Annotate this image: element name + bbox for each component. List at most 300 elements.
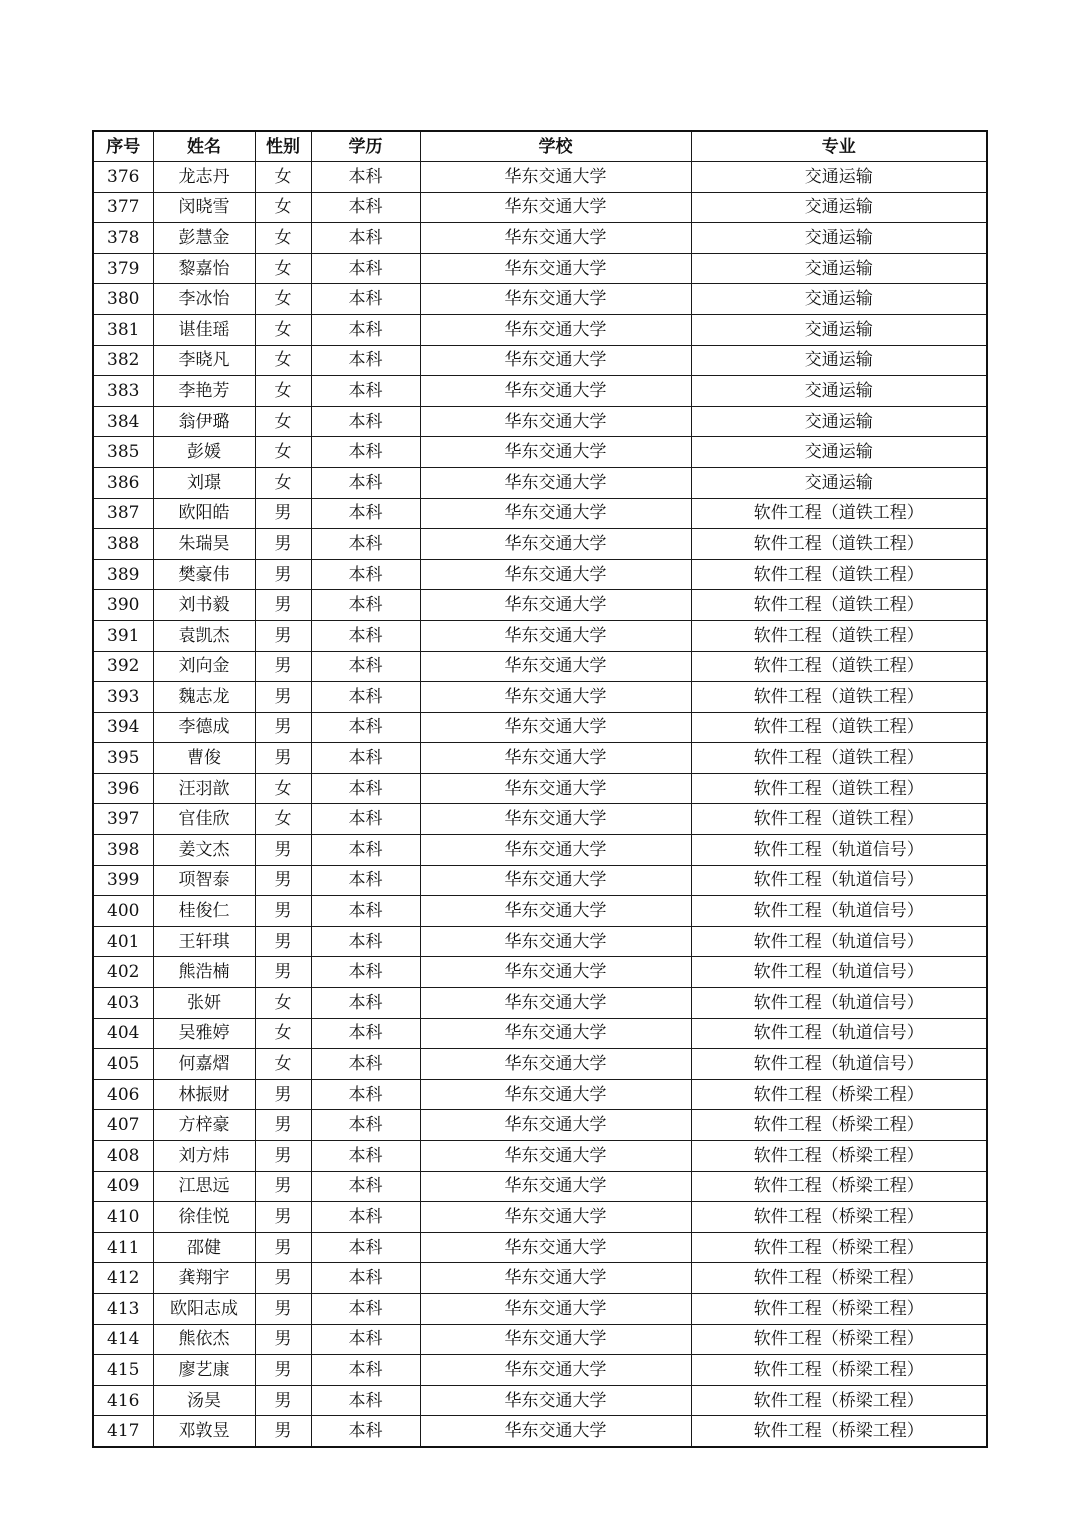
cell-number: 382: [93, 345, 153, 376]
cell-degree: 本科: [311, 773, 420, 804]
cell-name: 魏志龙: [153, 682, 255, 713]
cell-number: 377: [93, 192, 153, 223]
table-row: [93, 743, 987, 774]
cell-gender: 男: [255, 865, 311, 896]
table-header: [93, 131, 987, 162]
cell-school: 华东交通大学: [420, 1141, 691, 1172]
cell-major: 软件工程（桥梁工程）: [691, 1202, 987, 1233]
cell-gender: 男: [255, 957, 311, 988]
header-row: [93, 131, 987, 162]
cell-degree: 本科: [311, 1355, 420, 1386]
roster-table: [92, 130, 988, 1448]
cell-major: 软件工程（桥梁工程）: [691, 1079, 987, 1110]
cell-degree: 本科: [311, 1110, 420, 1141]
cell-degree: 本科: [311, 682, 420, 713]
table-row: [93, 314, 987, 345]
cell-major: 软件工程（轨道信号）: [691, 926, 987, 957]
cell-degree: 本科: [311, 406, 420, 437]
cell-school: 华东交通大学: [420, 1263, 691, 1294]
cell-number: 388: [93, 529, 153, 560]
cell-school: 华东交通大学: [420, 437, 691, 468]
cell-degree: 本科: [311, 743, 420, 774]
cell-school: 华东交通大学: [420, 559, 691, 590]
cell-number: 399: [93, 865, 153, 896]
cell-gender: 男: [255, 651, 311, 682]
cell-name: 廖艺康: [153, 1355, 255, 1386]
cell-gender: 男: [255, 1355, 311, 1386]
cell-school: 华东交通大学: [420, 1385, 691, 1416]
table-row: [93, 1263, 987, 1294]
cell-name: 李冰怡: [153, 284, 255, 315]
cell-major: 交通运输: [691, 192, 987, 223]
header-cell-gender: 性别: [255, 131, 311, 162]
cell-major: 软件工程（桥梁工程）: [691, 1324, 987, 1355]
table-row: [93, 590, 987, 621]
cell-name: 刘书毅: [153, 590, 255, 621]
table-row: [93, 773, 987, 804]
cell-degree: 本科: [311, 926, 420, 957]
cell-name: 汪羽歆: [153, 773, 255, 804]
table-row: [93, 1202, 987, 1233]
cell-number: 408: [93, 1141, 153, 1172]
cell-degree: 本科: [311, 957, 420, 988]
cell-number: 381: [93, 314, 153, 345]
cell-name: 黎嘉怡: [153, 253, 255, 284]
cell-gender: 男: [255, 529, 311, 560]
cell-major: 软件工程（桥梁工程）: [691, 1416, 987, 1447]
cell-school: 华东交通大学: [420, 1293, 691, 1324]
cell-name: 朱瑞昊: [153, 529, 255, 560]
cell-number: 407: [93, 1110, 153, 1141]
cell-name: 彭媛: [153, 437, 255, 468]
cell-degree: 本科: [311, 284, 420, 315]
cell-gender: 女: [255, 345, 311, 376]
cell-name: 龚翔宇: [153, 1263, 255, 1294]
cell-degree: 本科: [311, 1385, 420, 1416]
cell-major: 软件工程（道铁工程）: [691, 804, 987, 835]
cell-gender: 男: [255, 1293, 311, 1324]
cell-degree: 本科: [311, 1079, 420, 1110]
table-row: [93, 1079, 987, 1110]
cell-school: 华东交通大学: [420, 712, 691, 743]
cell-school: 华东交通大学: [420, 1018, 691, 1049]
cell-gender: 男: [255, 1202, 311, 1233]
header-cell-school: 学校: [420, 131, 691, 162]
cell-number: 391: [93, 620, 153, 651]
cell-gender: 女: [255, 773, 311, 804]
cell-major: 软件工程（道铁工程）: [691, 529, 987, 560]
cell-major: 交通运输: [691, 162, 987, 193]
cell-school: 华东交通大学: [420, 498, 691, 529]
cell-gender: 男: [255, 498, 311, 529]
table-row: [93, 651, 987, 682]
cell-number: 383: [93, 376, 153, 407]
cell-school: 华东交通大学: [420, 773, 691, 804]
cell-degree: 本科: [311, 712, 420, 743]
cell-major: 软件工程（桥梁工程）: [691, 1355, 987, 1386]
cell-gender: 女: [255, 284, 311, 315]
cell-school: 华东交通大学: [420, 162, 691, 193]
cell-school: 华东交通大学: [420, 1079, 691, 1110]
cell-degree: 本科: [311, 223, 420, 254]
cell-gender: 女: [255, 406, 311, 437]
cell-major: 软件工程（轨道信号）: [691, 896, 987, 927]
cell-number: 401: [93, 926, 153, 957]
cell-school: 华东交通大学: [420, 896, 691, 927]
cell-degree: 本科: [311, 376, 420, 407]
cell-degree: 本科: [311, 1232, 420, 1263]
cell-major: 软件工程（轨道信号）: [691, 835, 987, 866]
cell-degree: 本科: [311, 1202, 420, 1233]
cell-number: 395: [93, 743, 153, 774]
cell-gender: 女: [255, 467, 311, 498]
cell-degree: 本科: [311, 467, 420, 498]
cell-gender: 男: [255, 896, 311, 927]
table-row: [93, 376, 987, 407]
cell-degree: 本科: [311, 253, 420, 284]
table-row: [93, 1324, 987, 1355]
cell-name: 翁伊璐: [153, 406, 255, 437]
cell-major: 软件工程（轨道信号）: [691, 865, 987, 896]
cell-gender: 女: [255, 223, 311, 254]
cell-number: 393: [93, 682, 153, 713]
table-row: [93, 223, 987, 254]
cell-number: 400: [93, 896, 153, 927]
cell-number: 410: [93, 1202, 153, 1233]
header-cell-major: 专业: [691, 131, 987, 162]
cell-name: 彭慧金: [153, 223, 255, 254]
cell-number: 409: [93, 1171, 153, 1202]
cell-number: 378: [93, 223, 153, 254]
cell-number: 397: [93, 804, 153, 835]
cell-number: 390: [93, 590, 153, 621]
cell-degree: 本科: [311, 804, 420, 835]
cell-school: 华东交通大学: [420, 743, 691, 774]
cell-school: 华东交通大学: [420, 1202, 691, 1233]
cell-school: 华东交通大学: [420, 192, 691, 223]
cell-gender: 男: [255, 926, 311, 957]
table-row: [93, 682, 987, 713]
cell-major: 软件工程（道铁工程）: [691, 743, 987, 774]
cell-degree: 本科: [311, 988, 420, 1019]
table-row: [93, 988, 987, 1019]
table-row: [93, 1232, 987, 1263]
cell-name: 龙志丹: [153, 162, 255, 193]
cell-degree: 本科: [311, 865, 420, 896]
cell-name: 李艳芳: [153, 376, 255, 407]
cell-degree: 本科: [311, 1416, 420, 1447]
cell-major: 软件工程（轨道信号）: [691, 988, 987, 1019]
cell-degree: 本科: [311, 1141, 420, 1172]
table-row: [93, 1355, 987, 1386]
cell-degree: 本科: [311, 651, 420, 682]
cell-school: 华东交通大学: [420, 988, 691, 1019]
table-row: [93, 1385, 987, 1416]
table-row: [93, 1416, 987, 1447]
cell-number: 385: [93, 437, 153, 468]
table-row: [93, 1141, 987, 1172]
cell-degree: 本科: [311, 896, 420, 927]
cell-name: 熊浩楠: [153, 957, 255, 988]
table-row: [93, 253, 987, 284]
cell-degree: 本科: [311, 1049, 420, 1080]
cell-gender: 女: [255, 1049, 311, 1080]
cell-number: 398: [93, 835, 153, 866]
cell-gender: 女: [255, 988, 311, 1019]
cell-number: 406: [93, 1079, 153, 1110]
cell-school: 华东交通大学: [420, 467, 691, 498]
cell-gender: 男: [255, 835, 311, 866]
table-row: [93, 192, 987, 223]
cell-number: 389: [93, 559, 153, 590]
cell-school: 华东交通大学: [420, 406, 691, 437]
cell-school: 华东交通大学: [420, 529, 691, 560]
cell-number: 405: [93, 1049, 153, 1080]
table-row: [93, 162, 987, 193]
cell-name: 江思远: [153, 1171, 255, 1202]
cell-gender: 女: [255, 376, 311, 407]
cell-number: 403: [93, 988, 153, 1019]
cell-name: 刘璟: [153, 467, 255, 498]
cell-name: 谌佳瑶: [153, 314, 255, 345]
cell-major: 软件工程（道铁工程）: [691, 773, 987, 804]
table-body: [93, 162, 987, 1447]
cell-school: 华东交通大学: [420, 926, 691, 957]
cell-gender: 女: [255, 1018, 311, 1049]
cell-degree: 本科: [311, 590, 420, 621]
cell-degree: 本科: [311, 835, 420, 866]
cell-gender: 男: [255, 1416, 311, 1447]
cell-degree: 本科: [311, 437, 420, 468]
table-row: [93, 957, 987, 988]
cell-name: 欧阳皓: [153, 498, 255, 529]
table-row: [93, 926, 987, 957]
cell-gender: 男: [255, 590, 311, 621]
cell-degree: 本科: [311, 1018, 420, 1049]
cell-school: 华东交通大学: [420, 590, 691, 621]
header-cell-degree: 学历: [311, 131, 420, 162]
table-row: [93, 1171, 987, 1202]
cell-major: 交通运输: [691, 284, 987, 315]
cell-school: 华东交通大学: [420, 1324, 691, 1355]
cell-number: 412: [93, 1263, 153, 1294]
cell-number: 376: [93, 162, 153, 193]
table-row: [93, 437, 987, 468]
cell-school: 华东交通大学: [420, 835, 691, 866]
cell-school: 华东交通大学: [420, 804, 691, 835]
cell-gender: 女: [255, 192, 311, 223]
table-row: [93, 1110, 987, 1141]
cell-major: 软件工程（轨道信号）: [691, 1049, 987, 1080]
cell-gender: 男: [255, 1110, 311, 1141]
cell-name: 邵健: [153, 1232, 255, 1263]
cell-name: 吴雅婷: [153, 1018, 255, 1049]
cell-school: 华东交通大学: [420, 1049, 691, 1080]
table-row: [93, 529, 987, 560]
cell-major: 软件工程（桥梁工程）: [691, 1232, 987, 1263]
cell-name: 姜文杰: [153, 835, 255, 866]
cell-major: 软件工程（桥梁工程）: [691, 1263, 987, 1294]
header-cell-name: 姓名: [153, 131, 255, 162]
cell-name: 闵晓雪: [153, 192, 255, 223]
cell-school: 华东交通大学: [420, 651, 691, 682]
cell-school: 华东交通大学: [420, 253, 691, 284]
table-row: [93, 1018, 987, 1049]
cell-school: 华东交通大学: [420, 314, 691, 345]
cell-gender: 女: [255, 314, 311, 345]
cell-gender: 男: [255, 620, 311, 651]
cell-school: 华东交通大学: [420, 1355, 691, 1386]
cell-major: 软件工程（道铁工程）: [691, 712, 987, 743]
table-row: [93, 345, 987, 376]
table-row: [93, 896, 987, 927]
cell-gender: 女: [255, 253, 311, 284]
cell-major: 软件工程（道铁工程）: [691, 651, 987, 682]
cell-school: 华东交通大学: [420, 376, 691, 407]
cell-degree: 本科: [311, 192, 420, 223]
cell-major: 软件工程（道铁工程）: [691, 620, 987, 651]
cell-degree: 本科: [311, 1324, 420, 1355]
cell-name: 林振财: [153, 1079, 255, 1110]
cell-name: 官佳欣: [153, 804, 255, 835]
cell-number: 411: [93, 1232, 153, 1263]
cell-number: 392: [93, 651, 153, 682]
cell-gender: 男: [255, 559, 311, 590]
cell-major: 软件工程（道铁工程）: [691, 559, 987, 590]
table-row: [93, 406, 987, 437]
cell-number: 416: [93, 1385, 153, 1416]
table-row: [93, 559, 987, 590]
cell-number: 417: [93, 1416, 153, 1447]
cell-number: 394: [93, 712, 153, 743]
cell-name: 樊豪伟: [153, 559, 255, 590]
cell-school: 华东交通大学: [420, 223, 691, 254]
cell-number: 379: [93, 253, 153, 284]
cell-degree: 本科: [311, 620, 420, 651]
cell-number: 384: [93, 406, 153, 437]
cell-school: 华东交通大学: [420, 284, 691, 315]
cell-gender: 男: [255, 1141, 311, 1172]
cell-gender: 男: [255, 1232, 311, 1263]
cell-number: 387: [93, 498, 153, 529]
cell-degree: 本科: [311, 345, 420, 376]
cell-degree: 本科: [311, 498, 420, 529]
cell-gender: 男: [255, 1171, 311, 1202]
cell-school: 华东交通大学: [420, 1171, 691, 1202]
cell-degree: 本科: [311, 162, 420, 193]
cell-number: 413: [93, 1293, 153, 1324]
cell-school: 华东交通大学: [420, 1110, 691, 1141]
cell-number: 414: [93, 1324, 153, 1355]
cell-name: 刘方炜: [153, 1141, 255, 1172]
cell-gender: 男: [255, 1385, 311, 1416]
cell-name: 徐佳悦: [153, 1202, 255, 1233]
cell-name: 刘向金: [153, 651, 255, 682]
cell-degree: 本科: [311, 529, 420, 560]
cell-name: 李德成: [153, 712, 255, 743]
cell-degree: 本科: [311, 1171, 420, 1202]
cell-name: 熊依杰: [153, 1324, 255, 1355]
cell-gender: 女: [255, 804, 311, 835]
cell-name: 张妍: [153, 988, 255, 1019]
header-cell-number: 序号: [93, 131, 153, 162]
cell-number: 386: [93, 467, 153, 498]
cell-school: 华东交通大学: [420, 957, 691, 988]
cell-major: 软件工程（桥梁工程）: [691, 1141, 987, 1172]
cell-major: 交通运输: [691, 345, 987, 376]
cell-school: 华东交通大学: [420, 620, 691, 651]
cell-major: 交通运输: [691, 467, 987, 498]
cell-number: 380: [93, 284, 153, 315]
table-row: [93, 712, 987, 743]
cell-degree: 本科: [311, 314, 420, 345]
cell-number: 415: [93, 1355, 153, 1386]
cell-major: 软件工程（桥梁工程）: [691, 1385, 987, 1416]
cell-gender: 男: [255, 1324, 311, 1355]
cell-school: 华东交通大学: [420, 865, 691, 896]
cell-major: 软件工程（桥梁工程）: [691, 1293, 987, 1324]
cell-gender: 女: [255, 162, 311, 193]
cell-major: 软件工程（轨道信号）: [691, 957, 987, 988]
cell-major: 交通运输: [691, 253, 987, 284]
cell-school: 华东交通大学: [420, 345, 691, 376]
cell-gender: 男: [255, 743, 311, 774]
cell-major: 软件工程（轨道信号）: [691, 1018, 987, 1049]
table-row: [93, 620, 987, 651]
cell-gender: 男: [255, 712, 311, 743]
cell-name: 方梓豪: [153, 1110, 255, 1141]
cell-number: 404: [93, 1018, 153, 1049]
cell-degree: 本科: [311, 559, 420, 590]
table-row: [93, 498, 987, 529]
cell-gender: 男: [255, 1263, 311, 1294]
cell-name: 汤昊: [153, 1385, 255, 1416]
cell-gender: 男: [255, 682, 311, 713]
cell-name: 何嘉熠: [153, 1049, 255, 1080]
cell-degree: 本科: [311, 1263, 420, 1294]
cell-name: 欧阳志成: [153, 1293, 255, 1324]
cell-major: 交通运输: [691, 314, 987, 345]
table-row: [93, 467, 987, 498]
cell-major: 交通运输: [691, 376, 987, 407]
table-row: [93, 1293, 987, 1324]
cell-gender: 女: [255, 437, 311, 468]
cell-major: 软件工程（道铁工程）: [691, 498, 987, 529]
cell-gender: 男: [255, 1079, 311, 1110]
cell-major: 交通运输: [691, 437, 987, 468]
cell-school: 华东交通大学: [420, 1416, 691, 1447]
table-row: [93, 1049, 987, 1080]
cell-name: 桂俊仁: [153, 896, 255, 927]
cell-major: 软件工程（道铁工程）: [691, 590, 987, 621]
table-row: [93, 865, 987, 896]
cell-school: 华东交通大学: [420, 682, 691, 713]
cell-name: 袁凯杰: [153, 620, 255, 651]
cell-school: 华东交通大学: [420, 1232, 691, 1263]
cell-number: 396: [93, 773, 153, 804]
cell-major: 软件工程（桥梁工程）: [691, 1171, 987, 1202]
cell-name: 李晓凡: [153, 345, 255, 376]
table-row: [93, 835, 987, 866]
cell-major: 软件工程（桥梁工程）: [691, 1110, 987, 1141]
cell-name: 项智泰: [153, 865, 255, 896]
table-row: [93, 804, 987, 835]
cell-name: 曹俊: [153, 743, 255, 774]
cell-major: 交通运输: [691, 406, 987, 437]
cell-degree: 本科: [311, 1293, 420, 1324]
cell-name: 邓敦昱: [153, 1416, 255, 1447]
cell-major: 软件工程（道铁工程）: [691, 682, 987, 713]
